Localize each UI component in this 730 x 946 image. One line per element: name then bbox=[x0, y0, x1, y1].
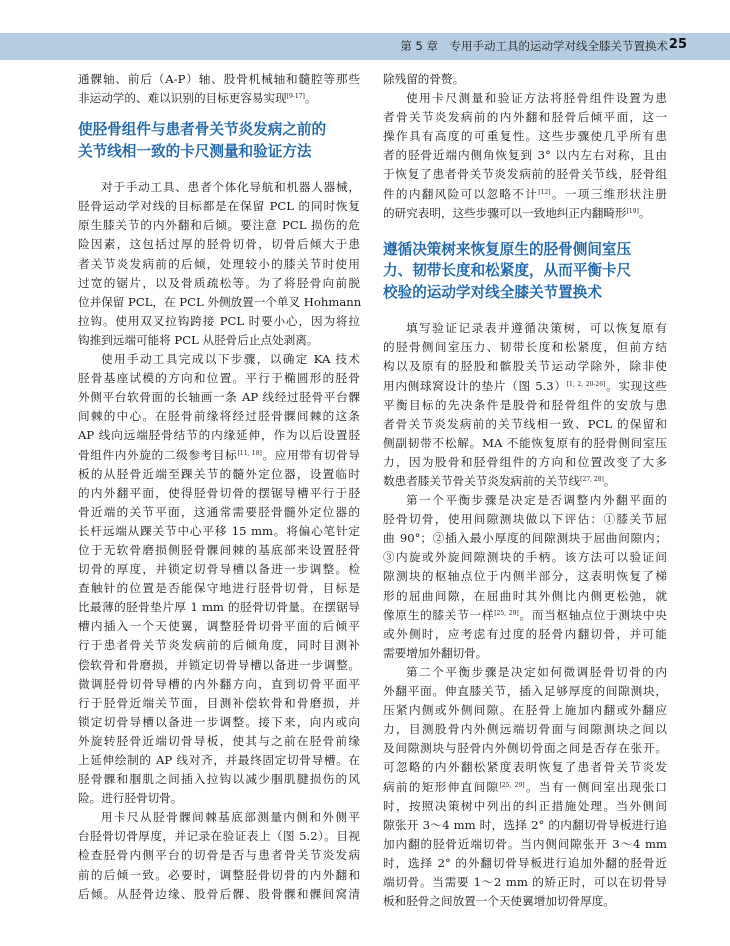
line-text: 骨组件内外旋的二级参考目标 bbox=[78, 447, 238, 462]
line-text: 操作具有高度的可重复性。这些步骤使几乎所有患 bbox=[383, 129, 667, 144]
line-text: 使用手动工具完成以下步骤，以确定 KA 技术 bbox=[101, 352, 360, 367]
text-line bbox=[78, 407, 360, 426]
text-line bbox=[78, 541, 360, 560]
line-text: 力、韧带长度和松紧度，从而平衡卡尺 bbox=[383, 262, 632, 280]
line-text: 外旋转胫骨近端切骨导板，使其与之前在胫骨前缘 bbox=[78, 733, 360, 748]
line-text: 钩推到远端可能将 PCL 从胫骨后止点处剥离。 bbox=[78, 332, 319, 347]
line-text: 填写验证记录表并遵循决策树，可以恢复原有 bbox=[406, 321, 667, 336]
line-text: 间棘的中心。在胫骨前缘将经过胫骨髁间棘的这条 bbox=[78, 409, 360, 424]
line-text: 形的屈曲间隙，在屈曲时其外侧比内侧更松弛，就 bbox=[383, 588, 667, 603]
line-text-continued: 。实现这些 bbox=[605, 378, 667, 393]
line-text: 比最薄的胫骨垫片厚 1 mm 的胫骨切骨量。在摆锯导 bbox=[78, 600, 360, 615]
text-line bbox=[383, 854, 667, 873]
text-line bbox=[78, 732, 360, 751]
line-text: 原生膝关节的内外翻和后倾。要注意 PCL 损伤的危 bbox=[78, 218, 360, 233]
line-text: 第二个平衡步骤是决定如何微调胫骨切骨的内 bbox=[406, 664, 667, 679]
line-text: 的胫骨侧间室压力、韧带长度和松紧度，但前方结 bbox=[383, 340, 667, 355]
text-line bbox=[383, 567, 667, 586]
text-line bbox=[78, 885, 360, 904]
text-line bbox=[383, 127, 667, 146]
line-text: 力，目测股骨内外侧远端切骨面与间隙测块之间以 bbox=[383, 722, 667, 737]
text-line bbox=[78, 484, 360, 503]
text-line bbox=[383, 797, 667, 816]
line-text-continued: 。 bbox=[603, 474, 616, 488]
line-text-continued: 。而当枢轴点位于测块中央 bbox=[518, 607, 667, 622]
left-column bbox=[78, 70, 360, 904]
line-text: 后倾。从胫骨边缘、股骨后髁、股骨髁和髁间窝清 bbox=[78, 886, 360, 901]
text-line bbox=[78, 579, 360, 598]
text-line bbox=[383, 587, 667, 606]
text-line bbox=[78, 465, 360, 484]
line-text: 隙测块的枢轴点位于内侧半部分，这表明恢复了梯 bbox=[383, 569, 667, 584]
text-line bbox=[383, 644, 667, 663]
text-line bbox=[383, 682, 667, 701]
line-text: 上延伸绘制的 AP 线对齐，并最终固定切骨导槽。在 bbox=[78, 753, 360, 767]
section-heading bbox=[383, 239, 667, 261]
line-text: 及间隙测块与胫骨内外侧切骨面之间是否存在张开。 bbox=[383, 741, 667, 756]
text-line bbox=[383, 472, 667, 491]
text-line bbox=[383, 70, 667, 89]
text-line bbox=[383, 873, 667, 892]
section-heading bbox=[78, 119, 360, 141]
text-line bbox=[78, 522, 360, 541]
line-text: 长杆远端从踝关节中心平移 15 mm。将偏心笔针定 bbox=[78, 523, 360, 538]
text-line bbox=[78, 751, 360, 770]
text-line bbox=[383, 510, 667, 529]
text-line bbox=[78, 274, 360, 293]
citation-ref: [25, 29] bbox=[494, 609, 519, 617]
spacer bbox=[78, 162, 360, 178]
line-text: 平衡目标的先决条件是股骨和胫骨组件的安放与患 bbox=[383, 397, 667, 412]
text-line bbox=[383, 377, 667, 396]
line-text: 数患者膝关节骨关节炎发病前的关节线 bbox=[383, 474, 581, 488]
text-line bbox=[78, 89, 360, 108]
text-line bbox=[383, 892, 667, 911]
text-line bbox=[383, 720, 667, 739]
line-text: 使用卡尺测量和验证方法将胫骨组件设置为患 bbox=[406, 91, 667, 106]
text-line bbox=[383, 338, 667, 357]
line-text: 者的胫骨近端内侧角恢复到 3° 以内左右对称，且由 bbox=[383, 148, 667, 163]
section-heading bbox=[78, 141, 360, 163]
line-text: 检查胫骨内侧平台的切骨是否与患者骨关节炎发病 bbox=[78, 848, 360, 863]
line-text: 校验的运动学对线全膝关节置换术 bbox=[383, 283, 602, 301]
line-text: 端切骨。当需要 1～2 mm 的矫正时，可以在切骨导 bbox=[383, 874, 667, 889]
right-column bbox=[383, 70, 667, 911]
text-line bbox=[78, 560, 360, 579]
line-text: 遵循决策树来恢复原生的胫骨侧间室压 bbox=[383, 240, 632, 258]
line-text: 通髁轴、前后（A-P）轴、股骨机械轴和髓腔等那些 bbox=[78, 72, 360, 86]
line-text: 险因素，这包括过厚的胫骨切骨，切骨后倾大于患 bbox=[78, 237, 360, 252]
citation-ref: [25, 29] bbox=[499, 781, 525, 789]
line-text: 位并保留 PCL，在 PCL 外侧放置一个单叉 Hohmann bbox=[78, 294, 362, 309]
text-line bbox=[383, 816, 667, 835]
text-line bbox=[78, 235, 360, 254]
line-text: 像原生的膝关节一样 bbox=[383, 607, 495, 622]
line-text: 外侧平台软骨面的长轴画一条 AP 线经过胫骨平台髁 bbox=[78, 390, 360, 405]
line-text-continued: 。一项三维形状注册 bbox=[550, 186, 667, 201]
text-line bbox=[78, 369, 360, 388]
text-line bbox=[78, 789, 360, 808]
line-text: 板和胫骨之间放置一个天使翼增加切骨厚度。 bbox=[383, 894, 615, 909]
line-text: AP 线向远端胫骨结节的内缘延伸，作为以后设置胫 bbox=[78, 428, 360, 443]
text-line bbox=[383, 548, 667, 567]
line-text: 外翻平面。伸直膝关节，插入足够厚度的间隙测块， bbox=[383, 684, 667, 699]
text-line bbox=[78, 178, 360, 197]
text-line bbox=[383, 89, 667, 108]
text-line bbox=[78, 846, 360, 865]
text-line bbox=[78, 255, 360, 274]
line-text: 前的后倾一致。必要时，调整胫骨切骨的内外翻和 bbox=[78, 867, 360, 882]
text-line bbox=[383, 434, 667, 453]
text-line bbox=[78, 350, 360, 369]
text-line bbox=[78, 446, 360, 465]
line-text: 拉钩。使用双叉拉钩跨接 PCL 时要小心，因为将拉 bbox=[78, 313, 360, 328]
text-line bbox=[383, 453, 667, 472]
line-text: 者骨关节炎发病前的关节线相一致、PCL 的保留和 bbox=[383, 416, 667, 431]
citation-ref: [9-17] bbox=[286, 93, 305, 101]
citation-ref: [19] bbox=[626, 207, 639, 215]
line-text: 微调胫骨切骨导槽的内外翻方向，直到切骨平面平 bbox=[78, 676, 360, 691]
text-line bbox=[383, 778, 667, 797]
citation-ref: [27, 28] bbox=[580, 476, 604, 483]
citation-ref: [11, 18] bbox=[237, 449, 262, 457]
line-text: 者关节炎发病前的后倾，处理较小的膝关节时使用 bbox=[78, 256, 360, 271]
line-text: 锁定切骨导槽以备进一步调整。接下来，向内或向 bbox=[78, 714, 360, 729]
line-text: 隙张开 3～4 mm 时，选择 2° 的内翻切骨导板进行追 bbox=[383, 817, 667, 832]
line-text: 骨近端的关节平面，这通常需要胫骨髓外定位器的 bbox=[78, 504, 360, 519]
line-text: 板的从胫骨近端至踝关节的髓外定位器，设置临时 bbox=[78, 466, 360, 481]
text-line bbox=[78, 388, 360, 407]
citation-ref: [1, 2, 20-26] bbox=[566, 380, 606, 388]
text-line bbox=[78, 866, 360, 885]
line-text: 过宽的锯片，以及骨质疏松等。为了将胫骨向前脱 bbox=[78, 275, 360, 290]
spacer bbox=[383, 223, 667, 239]
section-heading bbox=[383, 282, 667, 304]
text-line bbox=[383, 758, 667, 777]
page-number: 25 bbox=[668, 37, 687, 52]
text-line bbox=[78, 636, 360, 655]
line-text: 第一个平衡步骤是决定是否调整内外翻平面的 bbox=[406, 493, 667, 508]
line-text: 于恢复了患者骨关节炎发病前的胫骨关节线，胫骨组 bbox=[383, 167, 667, 182]
line-text: 除残留的骨赘。 bbox=[383, 72, 465, 86]
line-text: 病前的矩形伸直间隙 bbox=[383, 779, 500, 794]
text-line bbox=[78, 331, 360, 350]
text-line bbox=[383, 835, 667, 854]
line-text: 者骨关节炎发病前的内外翻和胫骨后倾平面，这一 bbox=[383, 110, 667, 125]
text-line bbox=[383, 185, 667, 204]
text-line bbox=[78, 656, 360, 675]
line-text: 胫骨髁和腘肌之间插入拉钩以减少腘肌腱损伤的风 bbox=[78, 772, 360, 787]
line-text: 侧副韧带不松解。MA 不能恢复原有的胫骨侧间室压 bbox=[383, 435, 667, 450]
line-text: 构以及原有的胫股和髌股关节运动学除外，除非使 bbox=[383, 359, 667, 374]
line-text: 曲 90°；②插入最小厚度的间隙测块于屈曲间隙内； bbox=[383, 531, 667, 546]
citation-ref: [12] bbox=[538, 188, 551, 196]
line-text: 胫骨运动学对线的目标都是在保留 PCL 的同时恢复 bbox=[78, 199, 360, 214]
text-line bbox=[383, 701, 667, 720]
text-line bbox=[78, 503, 360, 522]
text-line bbox=[78, 312, 360, 331]
line-text: 关节线相一致的卡尺测量和验证方法 bbox=[78, 142, 312, 160]
line-text: 加内翻的胫骨近端切骨。当内侧间隙张开 3～4 mm bbox=[383, 836, 667, 851]
text-line bbox=[383, 204, 667, 223]
spacer bbox=[78, 108, 360, 119]
text-line bbox=[78, 808, 360, 827]
text-line bbox=[383, 739, 667, 758]
spacer bbox=[383, 303, 667, 319]
text-line bbox=[383, 625, 667, 644]
line-text: 的研究表明，这些步骤可以一致地纠正内翻畸形 bbox=[383, 205, 627, 220]
line-text: 用卡尺从胫骨髁间棘基底部测量内侧和外侧平 bbox=[101, 810, 360, 825]
line-text: 查触针的位置是否能保守地进行胫骨切骨，目标是 bbox=[78, 581, 360, 596]
line-text: 非运动学的、难以识别的目标更容易实现 bbox=[78, 91, 287, 106]
text-line bbox=[383, 396, 667, 415]
text-line bbox=[383, 165, 667, 184]
line-text: 胫骨切骨，使用间隙测块做以下评估：①膝关节屈 bbox=[383, 512, 667, 527]
line-text: 件的内翻风险可以忽略不计 bbox=[383, 186, 539, 201]
line-text: 偿软骨和骨磨损，并锁定切骨导槽以备进一步调整。 bbox=[78, 657, 360, 672]
text-line bbox=[78, 713, 360, 732]
line-text: 或外侧时，应考虑有过度的胫骨内翻切骨，并可能 bbox=[383, 626, 667, 641]
text-line bbox=[383, 663, 667, 682]
line-text: 位于无软骨磨损侧胫骨髁间棘的基底部来设置胫骨 bbox=[78, 542, 360, 557]
line-text: 行于患者骨关节炎发病前的后倾角度，同时目测补 bbox=[78, 638, 360, 653]
text-line bbox=[78, 827, 360, 846]
line-text: 行于胫骨近端关节面，目测补偿软骨和骨磨损，并 bbox=[78, 695, 360, 710]
text-line bbox=[383, 319, 667, 338]
line-text-continued: 。 bbox=[638, 205, 651, 220]
line-text: 用内侧球窝设计的垫片（图 5.3） bbox=[383, 378, 567, 393]
line-text-continued: 。应用带有切骨导 bbox=[261, 447, 360, 462]
line-text: 需要增加外翻切骨。 bbox=[383, 645, 488, 660]
text-line bbox=[383, 529, 667, 548]
line-text: 胫骨基座试模的方向和位置。平行于椭圆形的胫骨 bbox=[78, 371, 360, 386]
line-text: ③内旋或外旋间隙测块的手柄。该方法可以验证间 bbox=[383, 550, 667, 565]
line-text: 险。进行胫骨切骨。 bbox=[78, 791, 183, 806]
text-line bbox=[78, 293, 360, 312]
line-text: 时，按照决策树中列出的纠正措施处理。当外侧间 bbox=[383, 798, 667, 813]
line-text: 对于手动工具、患者个体化导航和机器人器械， bbox=[101, 180, 360, 195]
text-line bbox=[383, 146, 667, 165]
line-text: 可忽略的内外翻松紧度表明恢复了患者骨关节炎发 bbox=[383, 760, 667, 775]
line-text-continued: 。当有一侧间室出现张口 bbox=[524, 779, 667, 794]
line-text-continued: 。 bbox=[304, 91, 317, 106]
section-heading bbox=[383, 260, 667, 282]
text-line bbox=[383, 108, 667, 127]
line-text: 使胫骨组件与患者骨关节炎发病之前的 bbox=[78, 121, 327, 139]
text-line bbox=[78, 216, 360, 235]
line-text: 的内外翻平面，使得胫骨切骨的摆锯导槽平行于胫 bbox=[78, 485, 360, 500]
text-line bbox=[78, 426, 360, 445]
line-text: 时，选择 2° 的外翻切骨导板进行追加外翻的胫骨近 bbox=[383, 855, 667, 870]
text-line bbox=[78, 694, 360, 713]
line-text: 力，因为股骨和胫骨组件的方向和位置改变了大多 bbox=[383, 454, 667, 469]
text-line bbox=[383, 606, 667, 625]
text-line bbox=[78, 770, 360, 789]
text-line bbox=[78, 197, 360, 216]
line-text: 槽内插入一个天使翼，调整胫骨切骨平面的后倾平 bbox=[78, 619, 360, 634]
text-line bbox=[383, 491, 667, 510]
text-line bbox=[78, 70, 360, 89]
text-line bbox=[78, 617, 360, 636]
line-text: 切骨的厚度，并锁定切骨导槽以备进一步调整。检 bbox=[78, 562, 360, 577]
chapter-title: 第 5 章 专用手动工具的运动学对线全膝关节置换术 bbox=[400, 39, 668, 53]
text-line bbox=[78, 675, 360, 694]
line-text: 台胫骨切骨厚度，并记录在验证表上（图 5.2）。目视 bbox=[78, 829, 360, 844]
line-text: 压紧内侧或外侧间隙。在胫骨上施加内翻或外翻应 bbox=[383, 703, 667, 718]
text-line bbox=[78, 598, 360, 617]
text-line bbox=[383, 415, 667, 434]
text-line bbox=[383, 357, 667, 376]
